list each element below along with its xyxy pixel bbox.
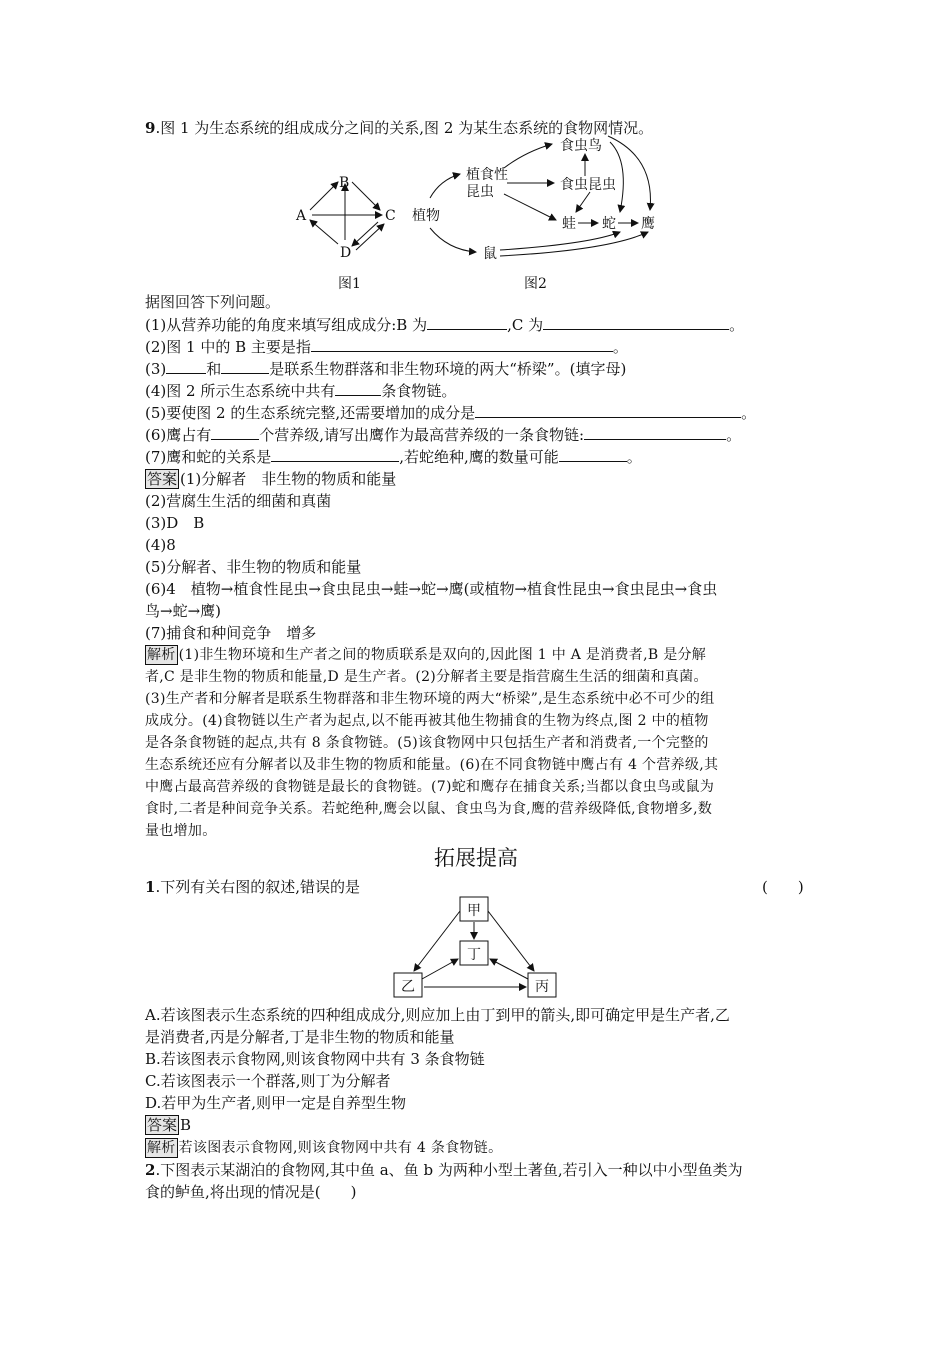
q9-sub3: (3) 和 是联系生物群落和非生物环境的两大“桥梁”。(填字母): [145, 360, 627, 378]
q9-answer-1: 答案 (1)分解者 非生物的物质和能量: [147, 470, 397, 488]
q9-figures: [290, 132, 670, 292]
q9-intro: 据图回答下列问题。: [145, 293, 281, 311]
fig2-plant: 植物: [412, 208, 440, 224]
q9-answer-3: (3)D B: [145, 514, 205, 532]
q9-sub6: (6)鹰占有 个营养级,请写出鹰作为最高营养级的一条食物链: 。: [145, 426, 742, 444]
q9-sub5: (5)要使图 2 的生态系统完整,还需要增加的成分是 。: [145, 404, 757, 422]
q9-analysis-6: 生态系统还应有分解者以及非生物的物质和能量。(6)在不同食物链中鹰占有 4 个营养级,其: [145, 757, 719, 773]
answer-tag: 答案: [147, 1116, 178, 1134]
q9-analysis-4: 成成分。(4)食物链以生产者为起点,以不能再被其他生物捕食的生物为终点,图 2 中的植物: [145, 713, 709, 729]
q9-analysis-2: 者,C 是非生物的物质和能量,D 是生产者。(2)分解者主要是指营腐生生活的细菌和真菌。: [145, 669, 708, 685]
q9-answer-5: (5)分解者、非生物的物质和能量: [145, 558, 362, 576]
q9-sub4: (4)图 2 所示生态系统中共有 条食物链。: [145, 382, 457, 400]
q9-analysis-1: 解析 (1)非生物环境和生产者之间的物质联系是双向的,因此图 1 中 A 是消费者,B 是分解: [147, 647, 707, 663]
e1-paren: ( ): [762, 878, 804, 896]
q9-answer-7: (7)捕食和种间竞争 增多: [145, 624, 317, 642]
fig1-caption: 图1: [338, 276, 361, 292]
q9-analysis-7: 中鹰占最高营养级的食物链是最长的食物链。(7)蛇和鹰存在捕食关系;当都以食虫鸟或鼠为: [145, 779, 715, 795]
section-title: 拓展提高: [434, 846, 518, 870]
analysis-tag: 解析: [147, 1140, 176, 1156]
e1-answer: 答案 B: [147, 1116, 192, 1134]
fig2-hawk: 鹰: [641, 216, 655, 232]
q9-sub1: (1)从营养功能的角度来填写组成成分:B 为 ,C 为 。: [145, 316, 745, 334]
q9-sub2: (2)图 1 中的 B 主要是指 。: [145, 338, 628, 356]
q9-answer-6: (6)4 植物→植食性昆虫→食虫昆虫→蛙→蛇→鹰(或植物→植食性昆虫→食虫昆虫→食虫: [145, 580, 718, 598]
q9-stem: 9.图 1 为生态系统的组成成分之间的关系,图 2 为某生态系统的食物网情况。: [145, 119, 654, 137]
e1-jia: 甲: [467, 903, 481, 919]
fig2-caption: 图2: [524, 276, 547, 292]
e1-option-a-cont: 是消费者,丙是分解者,丁是非生物的物质和能量: [145, 1028, 455, 1046]
q9-analysis-8: 食时,二者是种间竞争关系。若蛇绝种,鹰会以鼠、食虫鸟为食,鹰的营养级降低,食物增多,数: [145, 801, 713, 817]
fig1-label-b: B: [339, 175, 350, 191]
q9-analysis-3: (3)生产者和分解者是联系生物群落和非生物环境的两大“桥梁”,是生态系统中必不可少的组: [145, 691, 715, 707]
fig2-bird: 食虫鸟: [560, 138, 602, 154]
analysis-tag: 解析: [147, 647, 176, 663]
e2-stem: 2.下图表示某湖泊的食物网,其中鱼 a、鱼 b 为两种小型土著鱼,若引入一种以中小型鱼类为: [145, 1161, 743, 1179]
fig2-herb-insect-2: 昆虫: [466, 184, 494, 200]
e1-stem: 1.下列有关右图的叙述,错误的是: [145, 878, 360, 896]
e1-figure: [390, 895, 560, 1003]
fig1-label-d: D: [340, 245, 352, 261]
e1-bing: 丙: [535, 979, 549, 995]
fig2-herb-insect-1: 植食性: [466, 167, 508, 183]
e1-option-b: B.若该图表示食物网,则该食物网中共有 3 条食物链: [145, 1050, 485, 1068]
figure-1: [295, 175, 396, 292]
fig1-label-c: C: [385, 208, 396, 224]
e1-yi: 乙: [401, 979, 415, 995]
q9-analysis-5: 是各条食物链的起点,共有 8 条食物链。(5)该食物网中只包括生产者和消费者,一个完整的: [145, 735, 709, 751]
q9-answer-6b: 鸟→蛇→鹰): [145, 602, 221, 620]
fig1-label-a: A: [296, 208, 307, 224]
e1-option-d: D.若甲为生产者,则甲一定是自养型生物: [145, 1094, 407, 1112]
q9-sub7: (7)鹰和蛇的关系是 ,若蛇绝种,鹰的数量可能 。: [145, 448, 642, 466]
q9-answer-2: (2)营腐生生活的细菌和真菌: [145, 492, 332, 510]
answer-tag: 答案: [147, 470, 178, 488]
e1-analysis: 解析 若该图表示食物网,则该食物网中共有 4 条食物链。: [147, 1140, 503, 1156]
q9-answer-4: (4)8: [145, 536, 176, 554]
fig2-frog: 蛙: [562, 216, 576, 232]
fig2-snake: 蛇: [602, 216, 616, 232]
e1-option-a: A.若该图表示生态系统的四种组成成分,则应加上由丁到甲的箭头,即可确定甲是生产者,乙: [145, 1006, 730, 1024]
fig2-insect: 食虫昆虫: [560, 177, 616, 193]
figure-2: [412, 136, 655, 292]
e2-stem-cont: 食的鲈鱼,将出现的情况是( ): [145, 1183, 357, 1201]
fig2-mouse: 鼠: [483, 246, 497, 262]
e1-ding: 丁: [467, 947, 481, 963]
e1-option-c: C.若该图表示一个群落,则丁为分解者: [145, 1072, 391, 1090]
q9-analysis-9: 量也增加。: [145, 823, 217, 839]
